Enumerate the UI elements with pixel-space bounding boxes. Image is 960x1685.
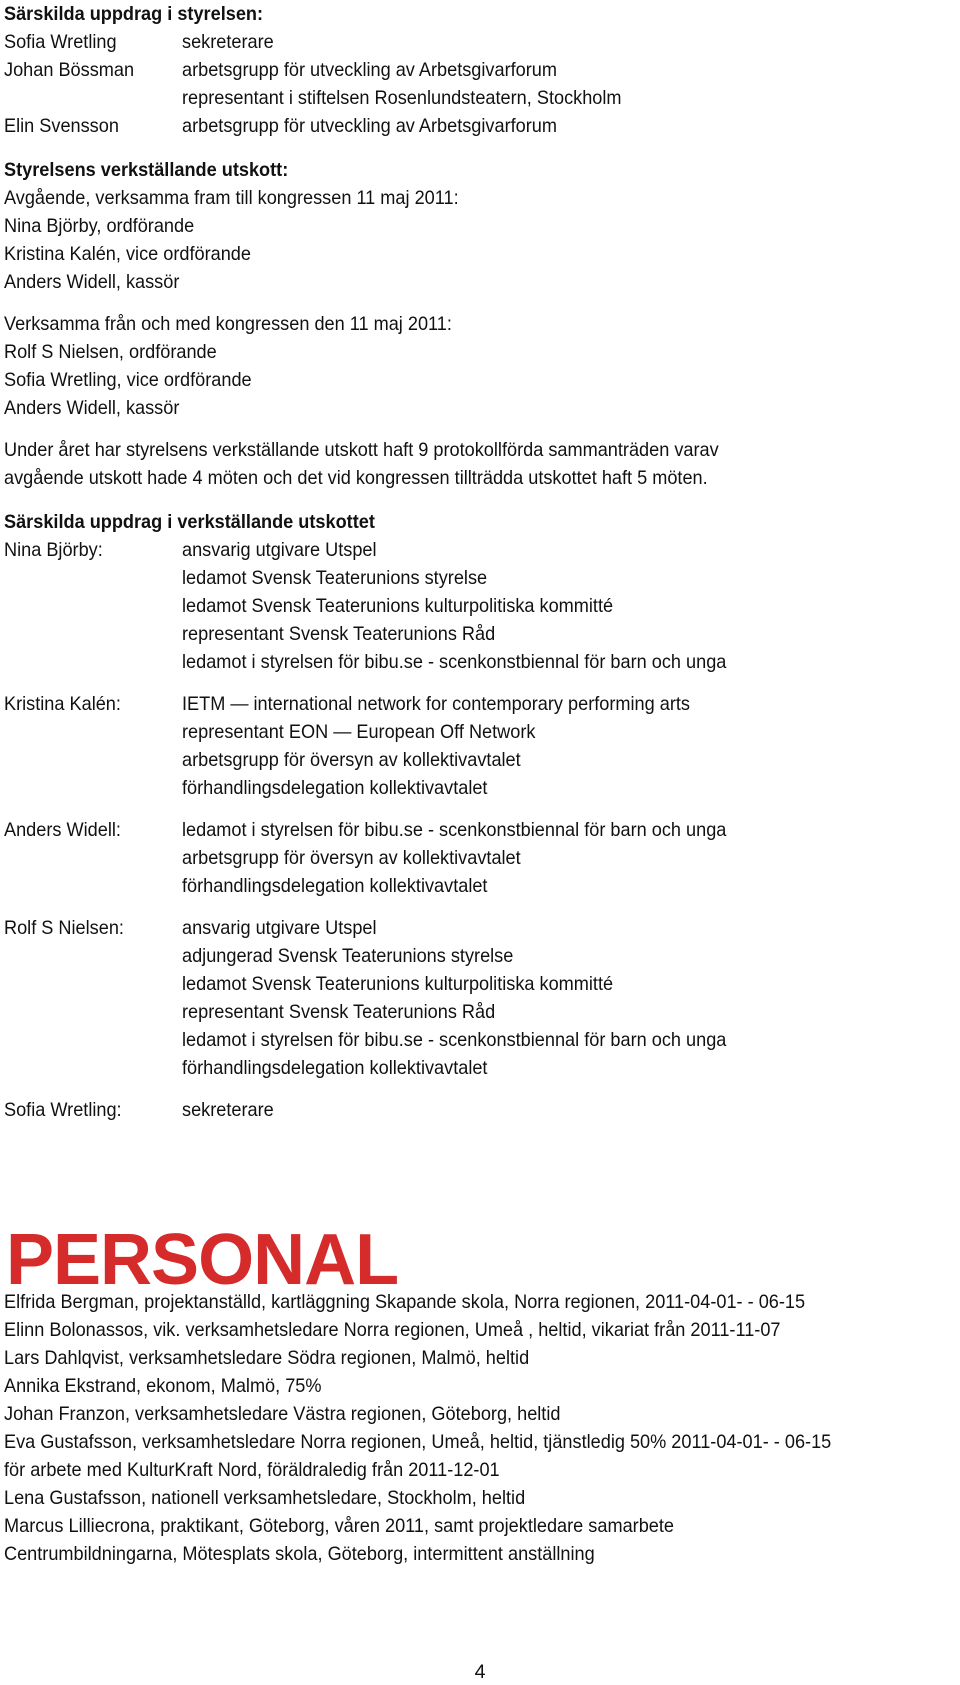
staff-line: Eva Gustafsson, verksamhetsledare Norra regionen, Umeå, heltid, tjänstledig 50% 2011-04-01- - 06-15 xyxy=(4,1431,832,1453)
staff-line: Elfrida Bergman, projektanställd, kartläggning Skapande skola, Norra regionen, 2011-04-01- - 06-15 xyxy=(4,1291,806,1313)
committee-assignment-row xyxy=(4,1096,956,1124)
person-name: Elin Svensson xyxy=(4,115,119,137)
staff-line: Johan Franzon, verksamhetsledare Västra regionen, Göteborg, heltid xyxy=(4,1403,561,1425)
person-name: Johan Bössman xyxy=(4,59,135,81)
task: ledamot i styrelsen för bibu.se - scenkonstbiennal för barn och unga xyxy=(182,819,727,841)
board-assignments-heading: Särskilda uppdrag i styrelsen: xyxy=(4,3,264,25)
summary-paragraph: avgående utskott hade 4 möten och det vid kongressen tillträdda utskottet haft 5 möten. xyxy=(4,467,708,489)
staff-line: Marcus Lilliecrona, praktikant, Göteborg, våren 2011, samt projektledare samarbete xyxy=(4,1515,674,1537)
staff-line: Elinn Bolonassos, vik. verksamhetsledare Norra regionen, Umeå , heltid, vikariat från 2011-11-07 xyxy=(4,1319,781,1341)
staff-line: Lena Gustafsson, nationell verksamhetsledare, Stockholm, heltid xyxy=(4,1487,526,1509)
committee-assignments-heading: Särskilda uppdrag i verkställande utskottet xyxy=(4,511,375,533)
staff-line: Centrumbildningarna, Mötesplats skola, Göteborg, intermittent anställning xyxy=(4,1543,595,1565)
board-assignment-row xyxy=(4,112,956,140)
committee-member: Nina Björby, ordförande xyxy=(4,215,195,237)
document-page xyxy=(4,0,956,1124)
task: adjungerad Svensk Teaterunions styrelse xyxy=(182,945,514,967)
task: representant Svensk Teaterunions Råd xyxy=(182,623,496,645)
staff-line: för arbete med KulturKraft Nord, föräldraledig från 2011-12-01 xyxy=(4,1459,500,1481)
incoming-label: Verksamma från och med kongressen den 11 maj 2011: xyxy=(4,313,452,335)
task: förhandlingsdelegation kollektivavtalet xyxy=(182,875,488,897)
task: arbetsgrupp för utveckling av Arbetsgivarforum xyxy=(182,115,557,137)
task: förhandlingsdelegation kollektivavtalet xyxy=(182,777,488,799)
committee-member: Rolf S Nielsen, ordförande xyxy=(4,341,217,363)
outgoing-label: Avgående, verksamma fram till kongressen 11 maj 2011: xyxy=(4,187,459,209)
task: ansvarig utgivare Utspel xyxy=(182,539,377,561)
task: förhandlingsdelegation kollektivavtalet xyxy=(182,1057,488,1079)
task: ledamot Svensk Teaterunions kulturpolitiska kommitté xyxy=(182,973,614,995)
task: ledamot i styrelsen för bibu.se - scenkonstbiennal för barn och unga xyxy=(182,651,727,673)
committee-member: Anders Widell, kassör xyxy=(4,271,180,293)
committee-assignment-row xyxy=(4,536,956,676)
committee-assignment-row xyxy=(4,914,956,1082)
task: arbetsgrupp för översyn av kollektivavtalet xyxy=(182,847,521,869)
page-number: 4 xyxy=(474,1661,486,1683)
committee-member: Sofia Wretling, vice ordförande xyxy=(4,369,252,391)
board-assignment-row xyxy=(4,56,956,112)
task: ansvarig utgivare Utspel xyxy=(182,917,377,939)
task: ledamot i styrelsen för bibu.se - scenkonstbiennal för barn och unga xyxy=(182,1029,727,1051)
executive-committee-heading: Styrelsens verkställande utskott: xyxy=(4,159,289,181)
task: representant Svensk Teaterunions Råd xyxy=(182,1001,496,1023)
person-name: Kristina Kalén: xyxy=(4,693,121,715)
committee-assignment-row xyxy=(4,816,956,900)
person-name: Anders Widell: xyxy=(4,819,121,841)
task: ledamot Svensk Teaterunions styrelse xyxy=(182,567,488,589)
committee-member: Anders Widell, kassör xyxy=(4,397,180,419)
task: sekreterare xyxy=(182,31,274,53)
task: arbetsgrupp för översyn av kollektivavtalet xyxy=(182,749,521,771)
task: representant EON — European Off Network xyxy=(182,721,536,743)
summary-paragraph: Under året har styrelsens verkställande utskott haft 9 protokollförda sammanträden varav xyxy=(4,439,719,461)
person-name: Nina Björby: xyxy=(4,539,103,561)
personal-heading: PERSONAL xyxy=(6,1220,399,1300)
task: arbetsgrupp för utveckling av Arbetsgivarforum xyxy=(182,59,557,81)
task: ledamot Svensk Teaterunions kulturpolitiska kommitté xyxy=(182,595,614,617)
person-name: Sofia Wretling: xyxy=(4,1099,122,1121)
staff-line: Lars Dahlqvist, verksamhetsledare Södra regionen, Malmö, heltid xyxy=(4,1347,530,1369)
person-name: Rolf S Nielsen: xyxy=(4,917,124,939)
staff-line: Annika Ekstrand, ekonom, Malmö, 75% xyxy=(4,1375,322,1397)
person-name: Sofia Wretling xyxy=(4,31,117,53)
staff-list xyxy=(4,1288,956,1568)
board-assignment-row xyxy=(4,28,956,56)
task: sekreterare xyxy=(182,1099,274,1121)
task: IETM — international network for contemporary performing arts xyxy=(182,693,690,715)
committee-member: Kristina Kalén, vice ordförande xyxy=(4,243,251,265)
task: representant i stiftelsen Rosenlundsteatern, Stockholm xyxy=(182,87,622,109)
committee-assignment-row xyxy=(4,690,956,802)
